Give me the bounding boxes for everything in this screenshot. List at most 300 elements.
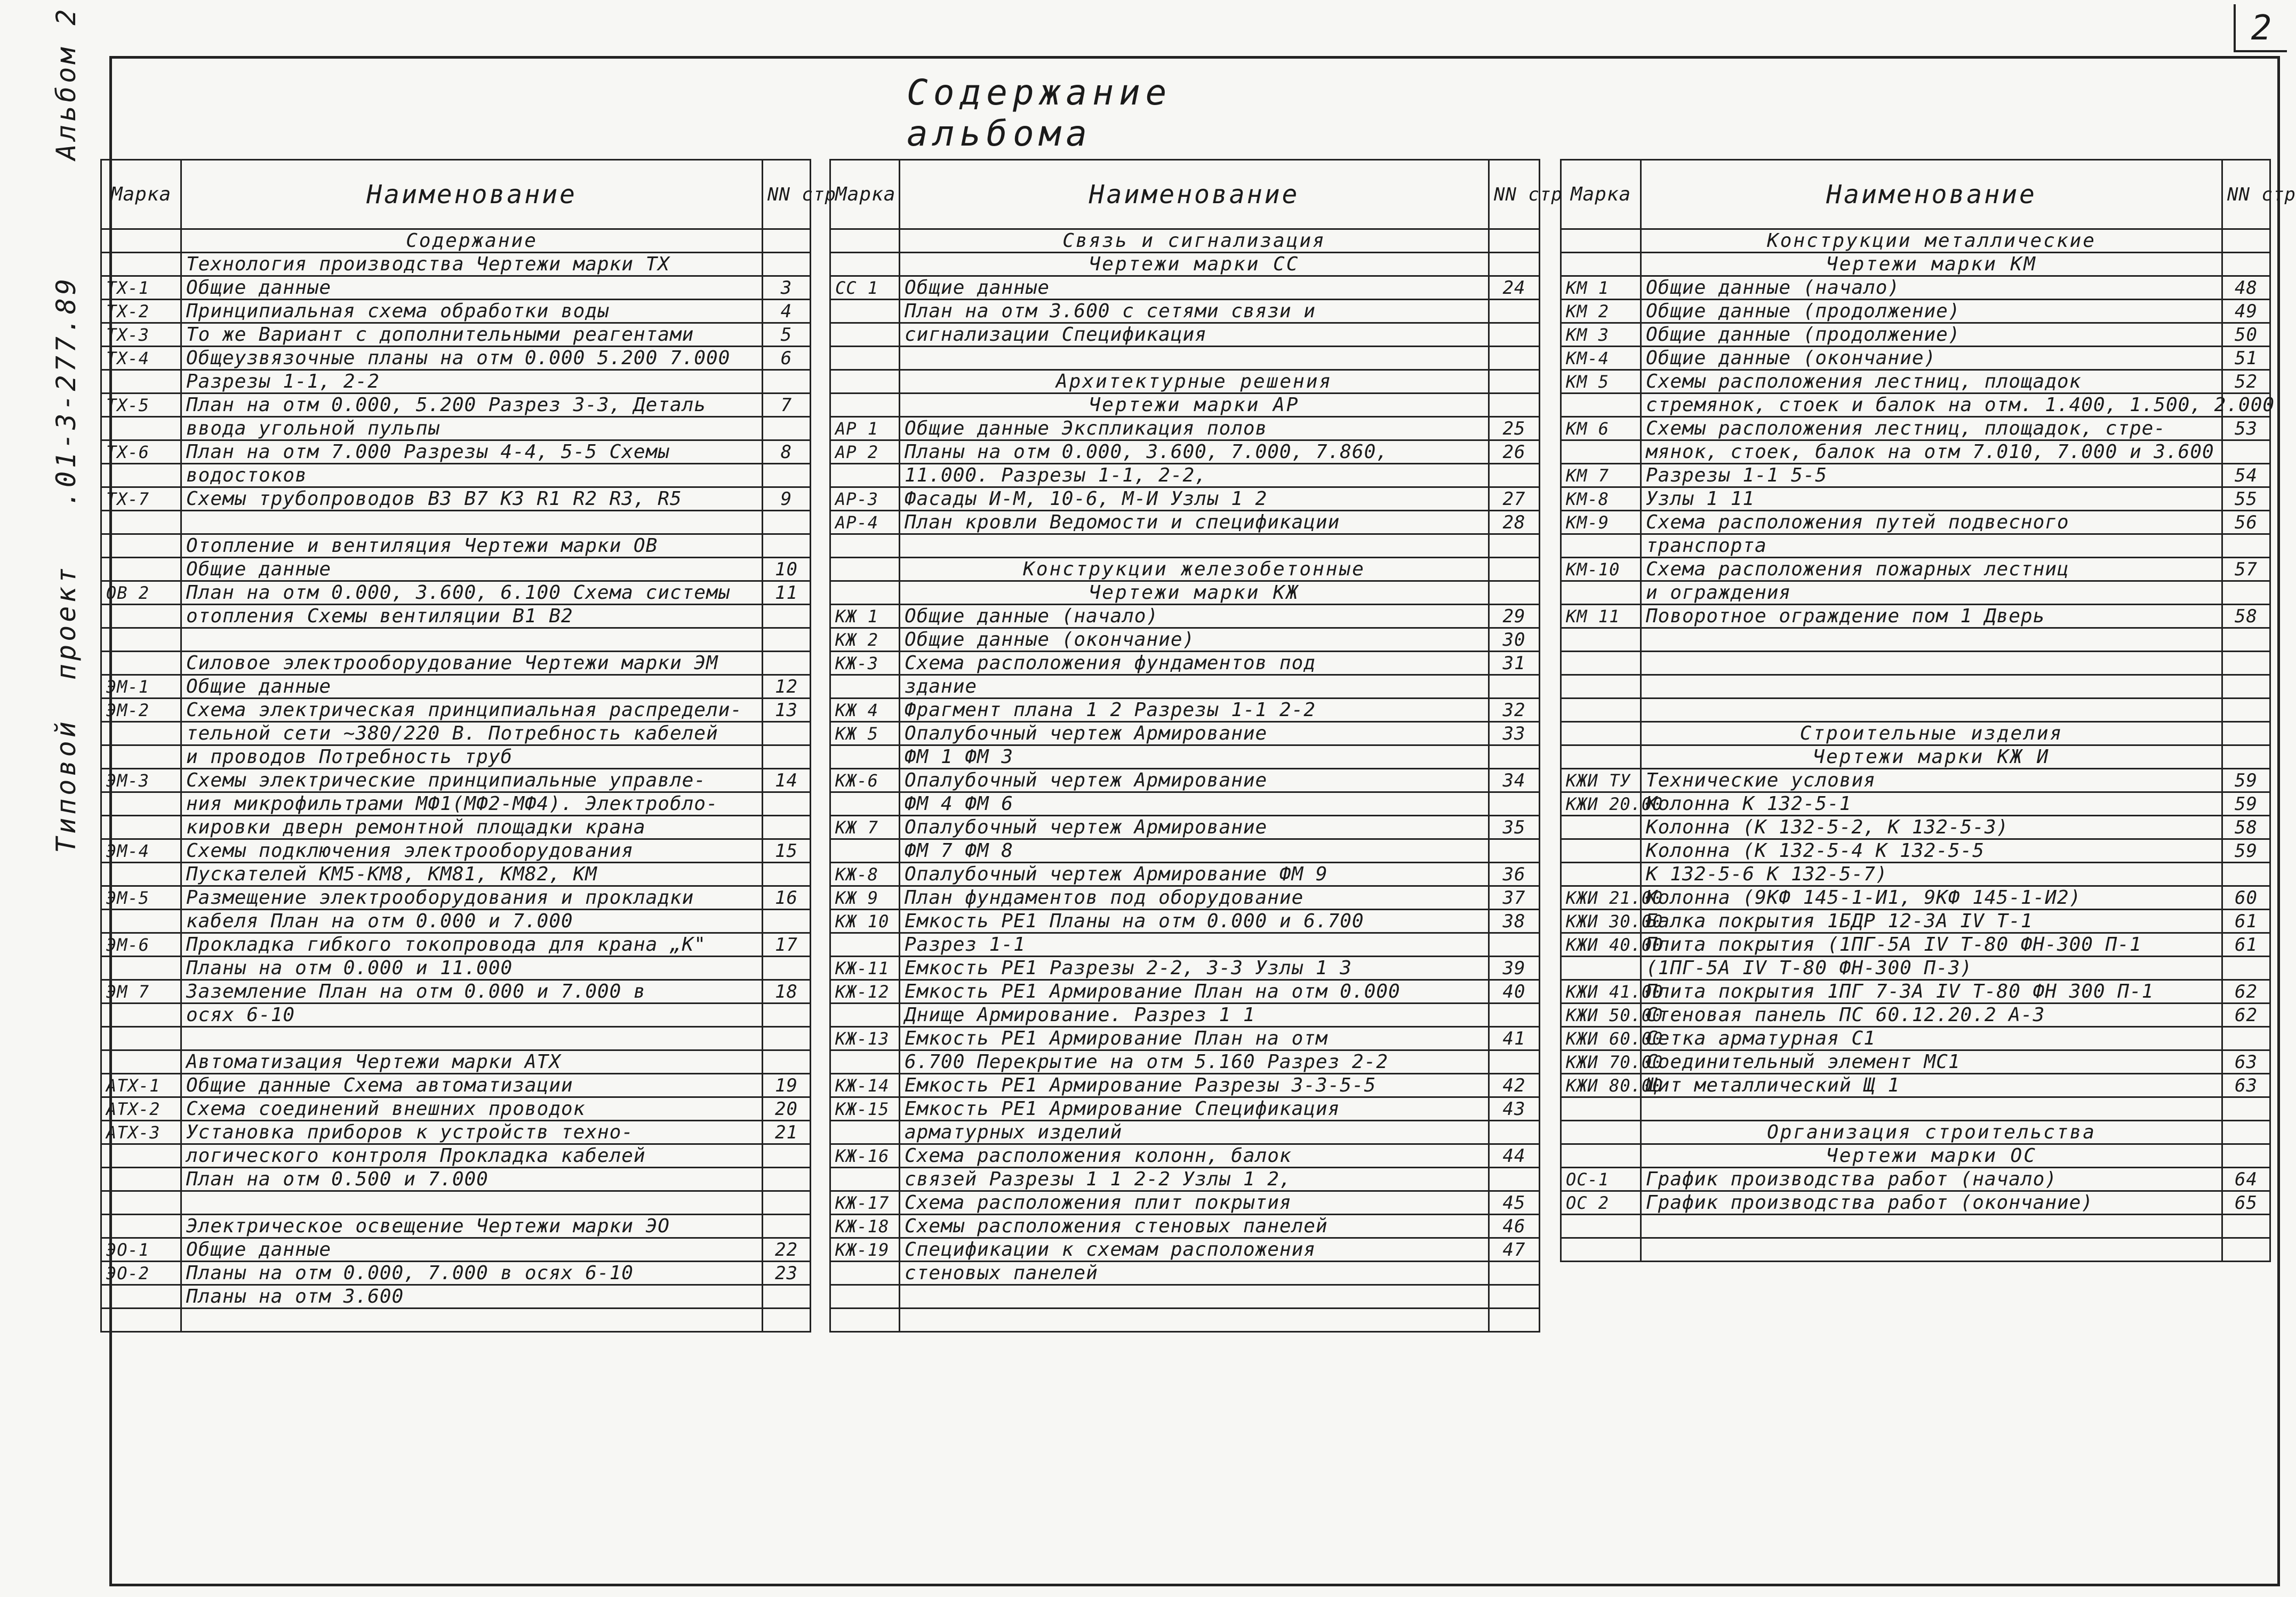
row-name bbox=[1641, 628, 2222, 652]
row-name: Связь и сигнализация bbox=[900, 229, 1489, 253]
row-code: КЖИ 60.00 bbox=[1561, 1027, 1641, 1050]
header-name: Наименование bbox=[900, 160, 1489, 229]
row-page bbox=[1489, 229, 1540, 253]
row-page: 57 bbox=[2222, 558, 2270, 581]
row-name: Опалубочный чертеж Армирование bbox=[900, 722, 1489, 745]
row-page: 43 bbox=[1489, 1097, 1540, 1121]
row-name: План на отм 7.000 Разрезы 4-4, 5-5 Схемы bbox=[181, 440, 763, 464]
row-code: КЖИ 80.00 bbox=[1561, 1074, 1641, 1097]
toc-row bbox=[830, 1121, 1540, 1144]
toc-row bbox=[101, 1097, 811, 1121]
toc-row bbox=[1561, 792, 2270, 816]
row-page: 65 bbox=[2222, 1191, 2270, 1215]
row-name: Колонна (9КФ 145-1-И1, 9КФ 145-1-И2) bbox=[1641, 886, 2222, 910]
row-page: 38 bbox=[1489, 910, 1540, 933]
row-name bbox=[181, 628, 763, 652]
toc-row bbox=[101, 558, 811, 581]
toc-row bbox=[830, 910, 1540, 933]
row-name: кировки дверн ремонтной площадки крана bbox=[181, 816, 763, 839]
row-name: Конструкции металлические bbox=[1641, 229, 2222, 253]
row-page bbox=[2222, 675, 2270, 699]
row-page bbox=[763, 652, 811, 675]
toc-row bbox=[101, 464, 811, 487]
row-page: 50 bbox=[2222, 323, 2270, 347]
toc-row bbox=[101, 745, 811, 769]
row-code bbox=[1561, 863, 1641, 886]
toc-row bbox=[1561, 300, 2270, 323]
toc-row bbox=[830, 675, 1540, 699]
row-code bbox=[830, 229, 900, 253]
row-name: Общие данные Схема автоматизации bbox=[181, 1074, 763, 1097]
row-name: здание bbox=[900, 675, 1489, 699]
row-code bbox=[1561, 581, 1641, 605]
row-name: Организация строительства bbox=[1641, 1121, 2222, 1144]
row-code: КЖ-6 bbox=[830, 769, 900, 792]
row-code: КЖ-14 bbox=[830, 1074, 900, 1097]
toc-row bbox=[1561, 1168, 2270, 1191]
toc-row bbox=[830, 1074, 1540, 1097]
row-code bbox=[101, 863, 181, 886]
row-code: АР 1 bbox=[830, 417, 900, 440]
row-name: отопления Схемы вентиляции В1 В2 bbox=[181, 605, 763, 628]
row-page: 61 bbox=[2222, 910, 2270, 933]
row-page: 8 bbox=[763, 440, 811, 464]
toc-row bbox=[830, 1168, 1540, 1191]
row-page: 4 bbox=[763, 300, 811, 323]
toc-row bbox=[830, 253, 1540, 276]
row-page: 39 bbox=[1489, 957, 1540, 980]
row-name: Узлы 1 11 bbox=[1641, 487, 2222, 511]
toc-row bbox=[1561, 440, 2270, 464]
row-name: Схема расположения путей подвесного bbox=[1641, 511, 2222, 534]
row-page bbox=[1489, 1262, 1540, 1285]
row-page bbox=[763, 1285, 811, 1309]
toc-row bbox=[830, 347, 1540, 370]
toc-row bbox=[101, 1144, 811, 1168]
row-code bbox=[101, 745, 181, 769]
row-code bbox=[830, 933, 900, 957]
toc-row bbox=[101, 1309, 811, 1332]
row-name: Принципиальная схема обработки воды bbox=[181, 300, 763, 323]
toc-row bbox=[101, 1262, 811, 1285]
toc-row bbox=[101, 229, 811, 253]
row-name: Схема расположения плит покрытия bbox=[900, 1191, 1489, 1215]
row-code: АТХ-3 bbox=[101, 1121, 181, 1144]
row-name: Общеузвязочные планы на отм 0.000 5.200 7.000 bbox=[181, 347, 763, 370]
row-name bbox=[181, 1027, 763, 1050]
row-code: ЭО-1 bbox=[101, 1238, 181, 1262]
row-name: Схема расположения фундаментов под bbox=[900, 652, 1489, 675]
row-name bbox=[1641, 1215, 2222, 1238]
toc-row bbox=[1561, 910, 2270, 933]
row-page: 10 bbox=[763, 558, 811, 581]
row-code: ТХ-7 bbox=[101, 487, 181, 511]
row-code bbox=[1561, 957, 1641, 980]
row-page: 12 bbox=[763, 675, 811, 699]
row-name: Общие данные bbox=[181, 1238, 763, 1262]
row-page bbox=[1489, 1121, 1540, 1144]
toc-row bbox=[1561, 1050, 2270, 1074]
row-page: 33 bbox=[1489, 722, 1540, 745]
toc-row bbox=[830, 276, 1540, 300]
toc-row bbox=[101, 722, 811, 745]
row-page bbox=[1489, 1285, 1540, 1309]
toc-row bbox=[830, 1027, 1540, 1050]
row-name: Схемы подключения электрооборудования bbox=[181, 839, 763, 863]
row-name: ФМ 4 ФМ 6 bbox=[900, 792, 1489, 816]
row-page bbox=[763, 1215, 811, 1238]
row-code bbox=[1561, 440, 1641, 464]
row-page: 11 bbox=[763, 581, 811, 605]
row-page: 7 bbox=[763, 394, 811, 417]
row-code: ЭМ-3 bbox=[101, 769, 181, 792]
row-code: ЭМ-5 bbox=[101, 886, 181, 910]
toc-row bbox=[1561, 1191, 2270, 1215]
row-name: Чертежи марки КЖ bbox=[900, 581, 1489, 605]
row-code: КМ 11 bbox=[1561, 605, 1641, 628]
row-code: АР-4 bbox=[830, 511, 900, 534]
toc-row bbox=[830, 487, 1540, 511]
toc-row bbox=[101, 628, 811, 652]
row-name: сигнализации Спецификация bbox=[900, 323, 1489, 347]
toc-row bbox=[1561, 745, 2270, 769]
row-page: 25 bbox=[1489, 417, 1540, 440]
row-name bbox=[1641, 675, 2222, 699]
row-name: транспорта bbox=[1641, 534, 2222, 558]
row-page bbox=[763, 1191, 811, 1215]
row-name: Установка приборов к устройств техно- bbox=[181, 1121, 763, 1144]
header-code: Марка bbox=[1561, 160, 1641, 229]
toc-row bbox=[830, 957, 1540, 980]
row-code: КЖ 4 bbox=[830, 699, 900, 722]
toc-row bbox=[1561, 1144, 2270, 1168]
row-name: Разрезы 1-1, 2-2 bbox=[181, 370, 763, 394]
row-page: 47 bbox=[1489, 1238, 1540, 1262]
row-code bbox=[101, 253, 181, 276]
row-page bbox=[1489, 1050, 1540, 1074]
row-name: Общие данные (продолжение) bbox=[1641, 323, 2222, 347]
toc-row bbox=[830, 323, 1540, 347]
row-code: КЖ-12 bbox=[830, 980, 900, 1004]
toc-row bbox=[830, 558, 1540, 581]
row-name: и проводов Потребность труб bbox=[181, 745, 763, 769]
row-name: Плита покрытия (1ПГ-5А IV Т-80 ФН-300 П-1 bbox=[1641, 933, 2222, 957]
row-code: КЖ-18 bbox=[830, 1215, 900, 1238]
row-page bbox=[1489, 370, 1540, 394]
row-code bbox=[101, 1027, 181, 1050]
row-name: Сетка арматурная С1 bbox=[1641, 1027, 2222, 1050]
row-name: Схема расположения колонн, балок bbox=[900, 1144, 1489, 1168]
row-code: СС 1 bbox=[830, 276, 900, 300]
row-page bbox=[1489, 394, 1540, 417]
toc-row bbox=[101, 534, 811, 558]
row-code: КЖ 9 bbox=[830, 886, 900, 910]
toc-row bbox=[1561, 229, 2270, 253]
toc-row bbox=[101, 792, 811, 816]
toc-row bbox=[101, 1004, 811, 1027]
row-code bbox=[101, 628, 181, 652]
toc-row bbox=[1561, 863, 2270, 886]
toc-row bbox=[1561, 1238, 2270, 1262]
row-name: Емкость РЕ1 Армирование План на отм bbox=[900, 1027, 1489, 1050]
row-name: Схемы трубопроводов В3 В7 К3 R1 R2 R3, R5 bbox=[181, 487, 763, 511]
row-name: Опалубочный чертеж Армирование bbox=[900, 816, 1489, 839]
toc-row bbox=[101, 839, 811, 863]
row-name: Днище Армирование. Разрез 1 1 bbox=[900, 1004, 1489, 1027]
row-name bbox=[181, 1309, 763, 1332]
row-page: 58 bbox=[2222, 605, 2270, 628]
row-code: КЖ-15 bbox=[830, 1097, 900, 1121]
row-code bbox=[830, 1309, 900, 1332]
row-code: КЖИ 30.00 bbox=[1561, 910, 1641, 933]
row-code bbox=[1561, 1238, 1641, 1262]
toc-row bbox=[101, 417, 811, 440]
row-name: Колонна К 132-5-1 bbox=[1641, 792, 2222, 816]
toc-row bbox=[1561, 511, 2270, 534]
toc-row bbox=[1561, 464, 2270, 487]
row-page: 21 bbox=[763, 1121, 811, 1144]
row-name: Спецификации к схемам расположения bbox=[900, 1238, 1489, 1262]
row-page bbox=[1489, 1004, 1540, 1027]
row-name: Конструкции железобетонные bbox=[900, 558, 1489, 581]
row-name: Разрез 1-1 bbox=[900, 933, 1489, 957]
row-code bbox=[101, 1191, 181, 1215]
row-code: ОВ 2 bbox=[101, 581, 181, 605]
row-code bbox=[830, 675, 900, 699]
row-page: 16 bbox=[763, 886, 811, 910]
row-name: Прокладка гибкого токопровода для крана „К" bbox=[181, 933, 763, 957]
row-name bbox=[181, 1191, 763, 1215]
row-page bbox=[2222, 253, 2270, 276]
row-page: 13 bbox=[763, 699, 811, 722]
row-page bbox=[2222, 440, 2270, 464]
row-name: Планы на отм 0.000, 7.000 в осях 6-10 bbox=[181, 1262, 763, 1285]
row-page bbox=[1489, 558, 1540, 581]
toc-row bbox=[101, 886, 811, 910]
row-name: Общие данные (окончание) bbox=[1641, 347, 2222, 370]
row-page bbox=[1489, 745, 1540, 769]
row-code: КЖ 7 bbox=[830, 816, 900, 839]
row-name: План на отм 0.000, 3.600, 6.100 Схема системы bbox=[181, 581, 763, 605]
row-page: 64 bbox=[2222, 1168, 2270, 1191]
row-page: 51 bbox=[2222, 347, 2270, 370]
row-code bbox=[1561, 229, 1641, 253]
row-code bbox=[830, 581, 900, 605]
row-code: АТХ-2 bbox=[101, 1097, 181, 1121]
row-code bbox=[101, 1144, 181, 1168]
row-name: График производства работ (окончание) bbox=[1641, 1191, 2222, 1215]
row-page bbox=[2222, 1238, 2270, 1262]
toc-row bbox=[1561, 417, 2270, 440]
row-name: и ограждения bbox=[1641, 581, 2222, 605]
row-page: 56 bbox=[2222, 511, 2270, 534]
row-name: (1ПГ-5А IV Т-80 ФН-300 П-3) bbox=[1641, 957, 2222, 980]
row-page bbox=[2222, 1144, 2270, 1168]
toc-row bbox=[830, 1144, 1540, 1168]
row-code bbox=[101, 605, 181, 628]
row-name: 6.700 Перекрытие на отм 5.160 Разрез 2-2 bbox=[900, 1050, 1489, 1074]
toc-row bbox=[1561, 1121, 2270, 1144]
sheet-number: 2 bbox=[2234, 4, 2287, 52]
row-page bbox=[1489, 347, 1540, 370]
toc-row bbox=[1561, 1097, 2270, 1121]
row-name: ввода угольной пульпы bbox=[181, 417, 763, 440]
row-page: 58 bbox=[2222, 816, 2270, 839]
header-name: Наименование bbox=[181, 160, 763, 229]
row-name: Силовое электрооборудование Чертежи марки ЭМ bbox=[181, 652, 763, 675]
row-code: КЖИ 70.00 bbox=[1561, 1050, 1641, 1074]
row-code bbox=[101, 957, 181, 980]
row-code bbox=[830, 323, 900, 347]
toc-row bbox=[1561, 487, 2270, 511]
header-page: NN стр bbox=[763, 160, 811, 229]
row-name: Содержание bbox=[181, 229, 763, 253]
row-code: ТХ-1 bbox=[101, 276, 181, 300]
row-page bbox=[763, 229, 811, 253]
row-code: КЖ-17 bbox=[830, 1191, 900, 1215]
toc-row bbox=[830, 1309, 1540, 1332]
toc-row bbox=[830, 652, 1540, 675]
row-code bbox=[830, 464, 900, 487]
row-page bbox=[2222, 1121, 2270, 1144]
row-page bbox=[2222, 581, 2270, 605]
row-name bbox=[1641, 1238, 2222, 1262]
row-code bbox=[101, 558, 181, 581]
header-code: Марка bbox=[101, 160, 181, 229]
toc-row bbox=[830, 886, 1540, 910]
row-code bbox=[101, 464, 181, 487]
row-page bbox=[2222, 1215, 2270, 1238]
row-name: Чертежи марки АР bbox=[900, 394, 1489, 417]
row-page: 54 bbox=[2222, 464, 2270, 487]
toc-table-2 bbox=[829, 159, 1563, 1333]
row-name bbox=[900, 534, 1489, 558]
toc-row bbox=[830, 1050, 1540, 1074]
row-name bbox=[900, 1285, 1489, 1309]
row-code bbox=[830, 1050, 900, 1074]
toc-row bbox=[101, 699, 811, 722]
header-code: Марка bbox=[830, 160, 900, 229]
row-code bbox=[101, 370, 181, 394]
row-page: 37 bbox=[1489, 886, 1540, 910]
row-page bbox=[2222, 722, 2270, 745]
row-name: Заземление План на отм 0.000 и 7.000 в bbox=[181, 980, 763, 1004]
row-code bbox=[101, 792, 181, 816]
row-name: Общие данные (продолжение) bbox=[1641, 300, 2222, 323]
row-page bbox=[2222, 957, 2270, 980]
row-page: 45 bbox=[1489, 1191, 1540, 1215]
row-code bbox=[1561, 1215, 1641, 1238]
row-page bbox=[2222, 745, 2270, 769]
row-name: Чертежи марки ОС bbox=[1641, 1144, 2222, 1168]
row-name: Фрагмент плана 1 2 Разрезы 1-1 2-2 bbox=[900, 699, 1489, 722]
row-page: 36 bbox=[1489, 863, 1540, 886]
toc-row bbox=[830, 722, 1540, 745]
row-name: Опалубочный чертеж Армирование ФМ 9 bbox=[900, 863, 1489, 886]
row-name: Емкость РЕ1 Планы на отм 0.000 и 6.700 bbox=[900, 910, 1489, 933]
row-page: 24 bbox=[1489, 276, 1540, 300]
row-name: Схемы расположения лестниц, площадок bbox=[1641, 370, 2222, 394]
row-name: Схема соединений внешних проводок bbox=[181, 1097, 763, 1121]
row-name: Размещение электрооборудования и прокладки bbox=[181, 886, 763, 910]
row-code bbox=[101, 1309, 181, 1332]
row-code: КЖИ ТУ bbox=[1561, 769, 1641, 792]
row-name: Общие данные bbox=[181, 276, 763, 300]
toc-row bbox=[830, 229, 1540, 253]
row-page bbox=[763, 253, 811, 276]
row-code bbox=[830, 253, 900, 276]
row-name: Плита покрытия 1ПГ 7-3А IV Т-80 ФН 300 П-1 bbox=[1641, 980, 2222, 1004]
toc-row bbox=[1561, 1027, 2270, 1050]
toc-row bbox=[830, 863, 1540, 886]
toc-row bbox=[830, 605, 1540, 628]
row-code bbox=[1561, 675, 1641, 699]
toc-row bbox=[101, 1121, 811, 1144]
toc-row bbox=[1561, 394, 2270, 417]
row-page bbox=[763, 816, 811, 839]
row-page bbox=[763, 910, 811, 933]
toc-row bbox=[1561, 816, 2270, 839]
row-page bbox=[763, 792, 811, 816]
row-code: КМ 1 bbox=[1561, 276, 1641, 300]
row-code bbox=[101, 652, 181, 675]
row-name: Соединительный элемент МС1 bbox=[1641, 1050, 2222, 1074]
toc-row bbox=[1561, 957, 2270, 980]
row-name: Емкость РЕ1 Армирование План на отм 0.000 bbox=[900, 980, 1489, 1004]
row-code: ЭМ-2 bbox=[101, 699, 181, 722]
toc-row bbox=[101, 605, 811, 628]
row-name: Схемы электрические принципиальные управле- bbox=[181, 769, 763, 792]
row-name: Стеновая панель ПС 60.12.20.2 А-3 bbox=[1641, 1004, 2222, 1027]
row-code: КМ 5 bbox=[1561, 370, 1641, 394]
row-page bbox=[763, 1168, 811, 1191]
toc-row bbox=[101, 1215, 811, 1238]
toc-row bbox=[1561, 886, 2270, 910]
toc-row bbox=[830, 1262, 1540, 1285]
row-page: 30 bbox=[1489, 628, 1540, 652]
row-name: Щит металлический Щ 1 bbox=[1641, 1074, 2222, 1097]
row-code bbox=[101, 1215, 181, 1238]
row-name: Фасады И-М, 10-6, М-И Узлы 1 2 bbox=[900, 487, 1489, 511]
row-code: ОС 2 bbox=[1561, 1191, 1641, 1215]
row-code bbox=[830, 300, 900, 323]
row-page: 34 bbox=[1489, 769, 1540, 792]
row-name: Схемы расположения лестниц, площадок, стре- bbox=[1641, 417, 2222, 440]
row-code: КЖ-19 bbox=[830, 1238, 900, 1262]
toc-row bbox=[101, 863, 811, 886]
row-name: Планы на отм 0.000 и 11.000 bbox=[181, 957, 763, 980]
row-name: Схемы расположения стеновых панелей bbox=[900, 1215, 1489, 1238]
toc-row bbox=[830, 464, 1540, 487]
row-name bbox=[900, 1309, 1489, 1332]
row-page: 46 bbox=[1489, 1215, 1540, 1238]
row-page: 53 bbox=[2222, 417, 2270, 440]
toc-row bbox=[1561, 558, 2270, 581]
row-page bbox=[1489, 534, 1540, 558]
row-page bbox=[1489, 300, 1540, 323]
row-page bbox=[763, 1027, 811, 1050]
row-code bbox=[830, 745, 900, 769]
toc-row bbox=[1561, 722, 2270, 745]
toc-row bbox=[101, 487, 811, 511]
row-code: АР 2 bbox=[830, 440, 900, 464]
toc-row bbox=[830, 769, 1540, 792]
row-code: КМ 7 bbox=[1561, 464, 1641, 487]
row-code: КМ 2 bbox=[1561, 300, 1641, 323]
row-page: 19 bbox=[763, 1074, 811, 1097]
toc-row bbox=[830, 370, 1540, 394]
row-page: 49 bbox=[2222, 300, 2270, 323]
